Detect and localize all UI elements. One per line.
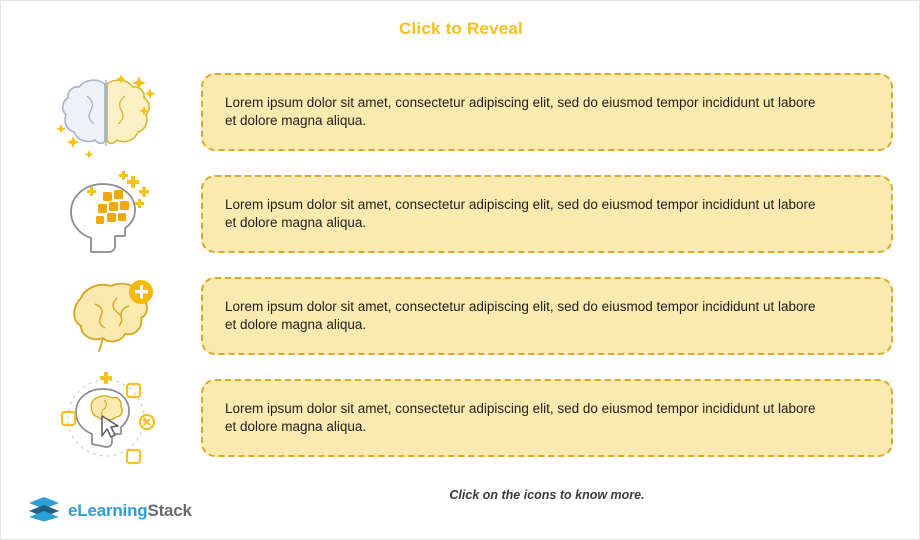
icon-button-1[interactable] xyxy=(1,61,201,163)
list-item xyxy=(1,61,920,163)
logo-suffix: Stack xyxy=(147,500,192,520)
brand-logo xyxy=(27,494,192,527)
icon-button-4[interactable] xyxy=(1,367,201,469)
list-item xyxy=(1,367,920,469)
list-item xyxy=(1,265,920,367)
bubble-text: Lorem ipsum dolor sit amet, consectetur adipiscing elit, sed do eiusmod tempor incididunt ut labore et dolore magna aliqua. xyxy=(225,401,816,434)
bubble-text: Lorem ipsum dolor sit amet, consectetur adipiscing elit, sed do eiusmod tempor incididunt ut labore et dolore magna aliqua. xyxy=(225,299,816,332)
reveal-bubble-2[interactable] xyxy=(201,175,893,253)
bubble-text: Lorem ipsum dolor sit amet, consectetur adipiscing elit, sed do eiusmod tempor incididunt ut labore et dolore magna aliqua. xyxy=(225,95,816,128)
reveal-bubble-4[interactable] xyxy=(201,379,893,457)
stacked-books-icon xyxy=(27,494,61,527)
bubble-text: Lorem ipsum dolor sit amet, consectetur adipiscing elit, sed do eiusmod tempor incididunt ut labore et dolore magna aliqua. xyxy=(225,197,816,230)
head-puzzle-pieces-icon[interactable] xyxy=(51,168,161,260)
icon-button-2[interactable] xyxy=(1,163,201,265)
logo-wordmark xyxy=(68,501,192,521)
hint-text: Click on the icons to know more. xyxy=(449,488,645,502)
reveal-rows xyxy=(1,61,920,469)
list-item xyxy=(1,163,920,265)
brain-sparkle-icon[interactable] xyxy=(51,66,161,158)
head-brain-cursor-settings-icon[interactable] xyxy=(48,370,164,466)
reveal-bubble-3[interactable] xyxy=(201,277,893,355)
brain-plus-badge-icon[interactable] xyxy=(51,270,161,362)
icon-button-3[interactable] xyxy=(1,265,201,367)
page-title: Click to Reveal xyxy=(399,19,523,38)
logo-prefix: eLearning xyxy=(68,500,148,520)
reveal-bubble-1[interactable] xyxy=(201,73,893,151)
